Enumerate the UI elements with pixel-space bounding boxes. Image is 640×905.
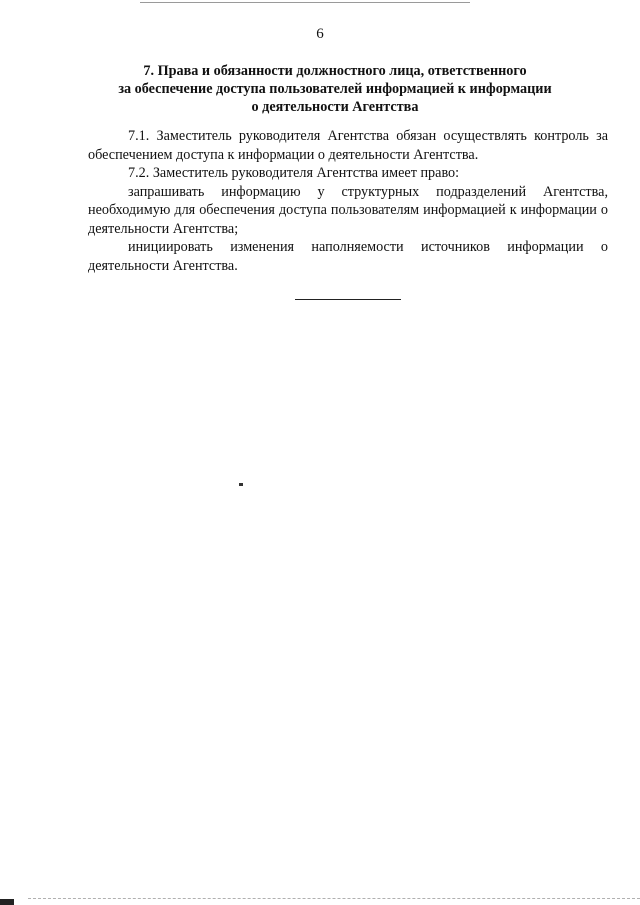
- paragraph-right-initiate-changes: инициировать изменения наполняемости источников информации о деятельности Агентства.: [88, 239, 608, 274]
- paragraph-right-request-info: запрашивать информацию у структурных подразделений Агентства, необходимую для обеспечения доступа пользователям информацией к информации о деятельности Агентства;: [88, 183, 608, 237]
- section-body: [88, 127, 608, 275]
- paragraph-7-2: 7.2. Заместитель руководителя Агентства имеет право:: [128, 165, 460, 181]
- section-heading: [90, 62, 580, 116]
- section-heading-line-1: 7. Права и обязанности должностного лица, ответственного: [143, 63, 527, 79]
- paragraph-7-1: 7.1. Заместитель руководителя Агентства обязан осуществлять контроль за обеспечением доступа к информации о деятельности Агентства.: [88, 128, 608, 163]
- scan-edge-top: [140, 2, 470, 3]
- scan-edge-bottom: [28, 898, 640, 899]
- page-number: 6: [316, 26, 324, 42]
- end-of-section-rule: [295, 299, 401, 300]
- scan-corner-mark: [0, 899, 14, 905]
- section-heading-line-2: за обеспечение доступа пользователей информацией к информации: [118, 81, 552, 97]
- scan-speck: [239, 483, 243, 486]
- section-heading-line-3: о деятельности Агентства: [251, 99, 419, 115]
